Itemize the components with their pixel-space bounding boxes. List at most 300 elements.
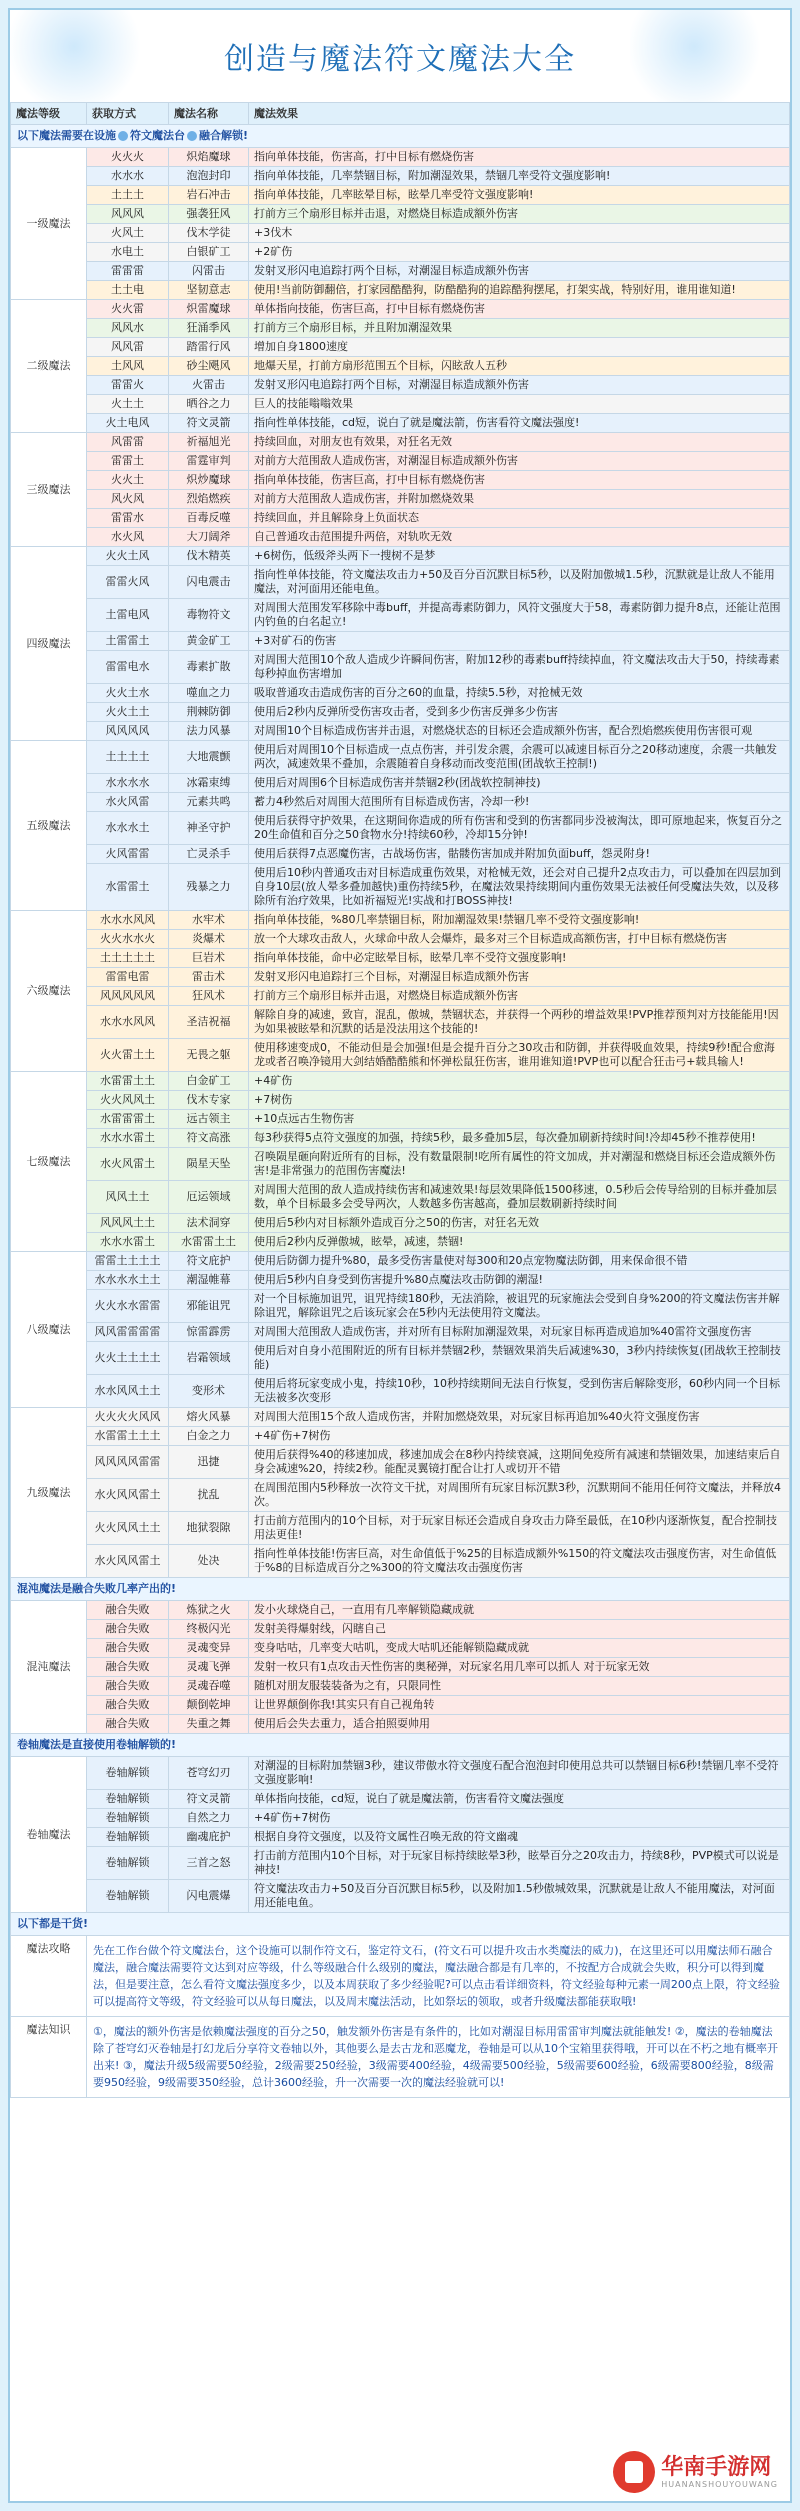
- combo-cell: 火火水水雷雷: [87, 1290, 169, 1323]
- magic-name-cell: 闪电震击: [169, 566, 249, 599]
- magic-effect-cell: 对周围大范围的敌人造成持续伤害和减速效果!每层效果降低1500移速，0.5秒后会传导给别的目标并叠加层数，单个目标最多会受导两次，人数越多伤害越高，叠加层数刷新持续时间: [249, 1181, 790, 1214]
- table-row: [11, 262, 790, 281]
- combo-cell: 火土电风: [87, 414, 169, 433]
- table-row: [11, 774, 790, 793]
- combo-cell: 火火火火风风: [87, 1408, 169, 1427]
- table-row: [11, 845, 790, 864]
- combo-cell: 卷轴解锁: [87, 1828, 169, 1847]
- combo-cell: 雷雷火风: [87, 566, 169, 599]
- magic-effect-cell: 指向性单体技能!伤害巨高，对生命值低于%25的目标造成额外%150的符文魔法攻击强度伤害，对生命值低于%8的目标造成百分之%300的符文魔法攻击强度伤害: [249, 1545, 790, 1578]
- combo-cell: 火火雷土土: [87, 1039, 169, 1072]
- table-row: [11, 632, 790, 651]
- magic-effect-cell: 使用移速变成0，不能动但是会加强!但是会提升百分之30攻击和防御，并获得吸血效果，持续9秒!配合愈海龙或者召唤净镜用大剑结婚酷酷熊和怀弹松鼠狂伤害，谁用谁知道!PVP也可以配合狂击弓+载具输人!: [249, 1039, 790, 1072]
- magic-effect-cell: +6树伤，低级斧头两下一搜树不是梦: [249, 547, 790, 566]
- magic-name-cell: 噬血之力: [169, 684, 249, 703]
- magic-name-cell: 变形术: [169, 1375, 249, 1408]
- magic-name-cell: 灵魂变异: [169, 1639, 249, 1658]
- scroll-group-label: 卷轴魔法: [11, 1757, 87, 1913]
- magic-name-cell: 符文灵箭: [169, 1790, 249, 1809]
- magic-name-cell: 厄运领域: [169, 1181, 249, 1214]
- table-row: [11, 1828, 790, 1847]
- table-row: [11, 1601, 790, 1620]
- magic-effect-cell: 地爆天星，打前方扇形范围五个目标，闪眩敌人五秒: [249, 357, 790, 376]
- magic-effect-cell: 打击前方范围内10个目标，对于玩家目标持续眩晕3秒，眩晕百分之20攻击力，持续8秒，PVP模式可以说是神技!: [249, 1847, 790, 1880]
- magic-effect-cell: 对前方大范围敌人造成伤害，对潮湿目标造成额外伤害: [249, 452, 790, 471]
- magic-name-cell: 白金之力: [169, 1427, 249, 1446]
- combo-cell: 水水风风土土: [87, 1375, 169, 1408]
- combo-cell: 土土土土: [87, 741, 169, 774]
- magic-name-cell: 百毒反噬: [169, 509, 249, 528]
- combo-cell: 卷轴解锁: [87, 1880, 169, 1913]
- magic-effect-cell: 对周围大范围15个敌人造成伤害，并附加燃烧效果，对玩家目标再追加%40火符文强度伤害: [249, 1408, 790, 1427]
- magic-name-cell: 符文高涨: [169, 1129, 249, 1148]
- combo-cell: 融合失败: [87, 1639, 169, 1658]
- table-header-row: [11, 103, 790, 125]
- magic-effect-cell: 使用!当前防御翻倍，打家园酷酷狗，防酷酷狗的追踪酷狗摆尾，打架实战，特别好用，谁用谁知道!: [249, 281, 790, 300]
- chaos-group-label: 混沌魔法: [11, 1601, 87, 1734]
- magic-effect-cell: 对周围大范围10个敌人造成少许瞬间伤害，附加12秒的毒素buff持续掉血，符文魔法攻击大于50，持续毒素每秒掉血伤害增加: [249, 651, 790, 684]
- combo-cell: 雷雷土: [87, 452, 169, 471]
- magic-effect-cell: 使用后防御力提升%80，最多受伤害量使对每300和20点宠物魔法防御，用来保命很不错: [249, 1252, 790, 1271]
- magic-name-cell: 伐木学徒: [169, 224, 249, 243]
- combo-cell: 融合失败: [87, 1658, 169, 1677]
- combo-cell: 雷雷电雷: [87, 968, 169, 987]
- magic-name-cell: 坚韧意志: [169, 281, 249, 300]
- magic-effect-cell: 指向单体技能，伤害高，打中目标有燃烧伤害: [249, 148, 790, 167]
- table-row: [11, 1658, 790, 1677]
- magic-name-cell: 炎爆术: [169, 930, 249, 949]
- magic-effect-cell: 发射叉形闪电追踪打两个目标，对潮湿目标造成额外伤害: [249, 376, 790, 395]
- magic-name-cell: 地狱裂隙: [169, 1512, 249, 1545]
- table-row: [11, 433, 790, 452]
- watermark: [605, 2447, 786, 2497]
- magic-effect-cell: 根据自身符文强度，以及符文属性召唤无敌的符文幽魂: [249, 1828, 790, 1847]
- magic-effect-cell: 巨人的技能嗡嗡效果: [249, 395, 790, 414]
- combo-cell: 水火风风雷土: [87, 1545, 169, 1578]
- combo-cell: 水火风雷土: [87, 1148, 169, 1181]
- combo-cell: 水水水风风: [87, 1006, 169, 1039]
- combo-cell: 土土土: [87, 186, 169, 205]
- tips-label: 魔法知识: [11, 2017, 87, 2098]
- unlock-note-facility: 符文魔法台: [130, 129, 185, 142]
- magic-name-cell: 闪电震爆: [169, 1880, 249, 1913]
- combo-cell: 融合失败: [87, 1620, 169, 1639]
- magic-name-cell: 伐木精英: [169, 547, 249, 566]
- unlock-note-cell: [11, 125, 790, 148]
- magic-name-cell: 炽雷魔球: [169, 300, 249, 319]
- magic-name-cell: 雷霆审判: [169, 452, 249, 471]
- combo-cell: 卷轴解锁: [87, 1809, 169, 1828]
- level-group-9-label: 九级魔法: [11, 1408, 87, 1578]
- magic-effect-cell: 指向单体技能，几率禁锢目标，附加潮湿效果，禁锢几率受符文强度影响!: [249, 167, 790, 186]
- magic-effect-cell: 使用后对周围10个目标造成一点点伤害，并引发余震，余震可以减速目标百分之20移动速度，余震一共触发两次，减速效果不叠加，余震随着自身移动而改变范围(团战软王控制!): [249, 741, 790, 774]
- table-row: [11, 1427, 790, 1446]
- magic-name-cell: 炽焰魔球: [169, 148, 249, 167]
- magic-effect-cell: +4矿伤+7树伤: [249, 1427, 790, 1446]
- table-row: [11, 1715, 790, 1734]
- level-group-8-label: 八级魔法: [11, 1252, 87, 1408]
- rune-table-icon: [118, 131, 128, 141]
- tips-row: [11, 1936, 790, 2017]
- magic-name-cell: 熔火风暴: [169, 1408, 249, 1427]
- magic-effect-cell: 对前方大范围敌人造成伤害，并附加燃烧效果: [249, 490, 790, 509]
- table-row: [11, 1639, 790, 1658]
- magic-effect-cell: 持续回血，并且解除身上负面状态: [249, 509, 790, 528]
- magic-effect-cell: 蓄力4秒然后对周围大范围所有目标造成伤害，冷却一秒!: [249, 793, 790, 812]
- combo-cell: 风风风土土: [87, 1214, 169, 1233]
- combo-cell: 火土土: [87, 395, 169, 414]
- magic-effect-cell: 增加自身1800速度: [249, 338, 790, 357]
- magic-effect-cell: 吸取普通攻击造成伤害的百分之60的血量，持续5.5秒，对抢械无效: [249, 684, 790, 703]
- combo-cell: 水火风: [87, 528, 169, 547]
- chaos-note-text: 混沌魔法是融合失败几率产出的!: [11, 1578, 790, 1601]
- magic-effect-cell: 发射叉形闪电追踪打两个目标，对潮湿目标造成额外伤害: [249, 262, 790, 281]
- magic-name-cell: 踏雷行风: [169, 338, 249, 357]
- table-row: [11, 599, 790, 632]
- table-row: [11, 148, 790, 167]
- combo-cell: 火火土土: [87, 703, 169, 722]
- table-row: [11, 1252, 790, 1271]
- table-row: [11, 300, 790, 319]
- table-row: [11, 864, 790, 911]
- table-row: [11, 1110, 790, 1129]
- table-row: [11, 1408, 790, 1427]
- combo-cell: 水水水土: [87, 812, 169, 845]
- level-group-7-label: 七级魔法: [11, 1072, 87, 1252]
- magic-effect-cell: 对潮湿的目标附加禁锢3秒，建议带傲水符文强度石配合泡泡封印使用总共可以禁锢目标6秒!禁锢几率不受符文强度影响!: [249, 1757, 790, 1790]
- combo-cell: 火火雷: [87, 300, 169, 319]
- chaos-note: [11, 1578, 790, 1601]
- combo-cell: 火风雷雷: [87, 845, 169, 864]
- table-row: [11, 243, 790, 262]
- magic-table: [10, 102, 790, 2098]
- magic-name-cell: 扰乱: [169, 1479, 249, 1512]
- magic-effect-cell: +2矿伤: [249, 243, 790, 262]
- unlock-note: [11, 125, 790, 148]
- magic-name-cell: 祈福旭光: [169, 433, 249, 452]
- magic-effect-cell: 使用后2秒内反弹所受伤害攻击者，受到多少伤害反弹多少伤害: [249, 703, 790, 722]
- combo-cell: 水火风风雷土: [87, 1479, 169, 1512]
- tips-text: 先在工作台做个符文魔法台，这个设施可以制作符文石，鉴定符文石，(符文石可以提升攻击水类魔法的威力)，在这里还可以用魔法师石融合魔法，融合魔法需要符文达到对应等级，什么等级融合什么级别的魔法，魔法融合都是有几率的，不按配方合成就会失败，积分可以得到魔法，但是要注意，怎么看符文魔法强度多少，以及本周获取了多少经验呢?可以点击看详细资料，符文经验每种元素一周200点上限，符文经验可以提高符文等级，符文经验可以从每日魔法，以及周末魔法活动，比如祭坛的领取，或者升级魔法都能获取哦!: [87, 1936, 790, 2017]
- magic-name-cell: 符文庇护: [169, 1252, 249, 1271]
- magic-effect-cell: 发射叉形闪电追踪打三个目标，对潮湿目标造成额外伤害: [249, 968, 790, 987]
- combo-cell: 风风雷雷雷雷: [87, 1323, 169, 1342]
- magic-name-cell: 狂涌季风: [169, 319, 249, 338]
- level-group-5-label: 五级魔法: [11, 741, 87, 911]
- table-row: [11, 566, 790, 599]
- table-row: [11, 684, 790, 703]
- table-row: [11, 741, 790, 774]
- header-effect: 魔法效果: [249, 103, 790, 125]
- magic-name-cell: 颠倒乾坤: [169, 1696, 249, 1715]
- magic-effect-cell: 对一个目标施加诅咒，诅咒持续180秒，无法消除，被诅咒的玩家施法会受到自身%200的符文魔法伤害并解除诅咒，解除诅咒之后该玩家会在5秒内无法使用符文魔法。: [249, 1290, 790, 1323]
- table-row: [11, 1233, 790, 1252]
- combo-cell: 卷轴解锁: [87, 1790, 169, 1809]
- header-method: 获取方式: [87, 103, 169, 125]
- combo-cell: 风风风风雷雷: [87, 1446, 169, 1479]
- table-row: [11, 812, 790, 845]
- table-row: [11, 1479, 790, 1512]
- table-row: [11, 1091, 790, 1110]
- combo-cell: 土土土土土: [87, 949, 169, 968]
- magic-effect-cell: 每3秒获得5点符文强度的加强，持续5秒，最多叠加5层，每次叠加刷新持续时间!冷却45秒不推荐使用!: [249, 1129, 790, 1148]
- unlock-note-end: 融合解锁!: [199, 129, 249, 142]
- magic-name-cell: 苍穹幻刃: [169, 1757, 249, 1790]
- combo-cell: 火火风风土土: [87, 1512, 169, 1545]
- magic-name-cell: 狂风术: [169, 987, 249, 1006]
- level-group-2-label: 二级魔法: [11, 300, 87, 433]
- table-row: [11, 968, 790, 987]
- magic-effect-cell: 使用后获得%40的移速加成，移速加成会在8秒内持续衰减，这期间免疫所有减速和禁锢效果，加速结束后自身会减速%20，持续2秒。能配灵翼镜打配合让打人或切开不错: [249, 1446, 790, 1479]
- magic-name-cell: 雷击术: [169, 968, 249, 987]
- magic-effect-cell: +7树伤: [249, 1091, 790, 1110]
- table-row: [11, 1148, 790, 1181]
- table-row: [11, 528, 790, 547]
- combo-cell: 火火土: [87, 471, 169, 490]
- magic-effect-cell: 使用后5秒内对目标额外造成百分之50的伤害，对狂名无效: [249, 1214, 790, 1233]
- table-body: [11, 125, 790, 2098]
- magic-name-cell: 亡灵杀手: [169, 845, 249, 864]
- combo-cell: 水雷雷雷土: [87, 1110, 169, 1129]
- magic-effect-cell: 指向性单体技能，符文魔法攻击力+50及百分百沉默目标5秒，以及附加傲城1.5秒，沉默就是让敌人不能用魔法，对河面用还能电鱼。: [249, 566, 790, 599]
- magic-name-cell: 泡泡封印: [169, 167, 249, 186]
- table-row: [11, 357, 790, 376]
- combo-cell: 水电土: [87, 243, 169, 262]
- watermark-logo-icon: [613, 2451, 655, 2493]
- combo-cell: 风火风: [87, 490, 169, 509]
- table-row: [11, 224, 790, 243]
- combo-cell: 水雷雷土: [87, 864, 169, 911]
- combo-cell: 雷雷水: [87, 509, 169, 528]
- magic-effect-cell: 召唤陨星砸向附近所有的目标，没有数量限制!吃所有属性的符文加成，并对潮湿和燃烧目标还会造成额外伤害!是非常强力的范围伤害魔法!: [249, 1148, 790, 1181]
- tips-label: 魔法攻略: [11, 1936, 87, 2017]
- combo-cell: 火火风风土: [87, 1091, 169, 1110]
- magic-effect-cell: 指向单体技能，命中必定眩晕目标，眩晕几率不受符文强度影响!: [249, 949, 790, 968]
- combo-cell: 水火风雷: [87, 793, 169, 812]
- combo-cell: 火火水水火: [87, 930, 169, 949]
- combo-cell: 风风风风风: [87, 987, 169, 1006]
- table-row: [11, 1620, 790, 1639]
- magic-effect-cell: 单体指向技能，cd短，说白了就是魔法箭，伤害看符文魔法强度: [249, 1790, 790, 1809]
- combo-cell: 雷雷电水: [87, 651, 169, 684]
- table-row: [11, 793, 790, 812]
- table-row: [11, 1290, 790, 1323]
- table-row: [11, 414, 790, 433]
- magic-name-cell: 伐木专家: [169, 1091, 249, 1110]
- magic-name-cell: 炼狱之火: [169, 1601, 249, 1620]
- table-row: [11, 490, 790, 509]
- magic-name-cell: 残暴之力: [169, 864, 249, 911]
- combo-cell: 雷雷雷: [87, 262, 169, 281]
- table-row: [11, 1214, 790, 1233]
- magic-name-cell: 毒物符文: [169, 599, 249, 632]
- tips-text: ①，魔法的额外伤害是依赖魔法强度的百分之50，触发额外伤害是有条件的，比如对潮湿目标用雷雷审判魔法就能触发! ②，魔法的卷轴魔法除了苍穹幻灭卷轴是打幻龙后分享符文卷轴以外，其他要么是去古龙和恶魔龙，卷轴是可以从10个宝箱里获得哦，开可以在不朽之地有概率开出来! ③，魔法升级5级需要50经验，2级需要250经验，3级需要400经验，4级需要500经验，5级需要600经验，6级需要800经验，8级需要950经验，9级需要350经验，总计3600经验，升一次需要一次的魔法经验就可以!: [87, 2017, 790, 2098]
- magic-effect-cell: 符文魔法攻击力+50及百分百沉默目标5秒，以及附加1.5秒傲城效果，沉默就是让敌人不能用魔法，对河面用还能电鱼。: [249, 1880, 790, 1913]
- magic-name-cell: 毒素扩散: [169, 651, 249, 684]
- table-row: [11, 949, 790, 968]
- level-group-1-label: 一级魔法: [11, 148, 87, 300]
- magic-name-cell: 炽炒魔球: [169, 471, 249, 490]
- magic-effect-cell: 在周围范围内5秒释放一次符文干扰，对周围所有玩家目标沉默3秒，沉默期间不能用任何符文魔法，并释放4次。: [249, 1479, 790, 1512]
- magic-effect-cell: 使用后5秒内自身受到伤害提升%80点魔法攻击防御的潮湿!: [249, 1271, 790, 1290]
- magic-name-cell: 灵魂吞噬: [169, 1677, 249, 1696]
- combo-cell: 融合失败: [87, 1677, 169, 1696]
- magic-effect-cell: 发小火球烧自己，一直用有几率解锁隐藏成就: [249, 1601, 790, 1620]
- magic-effect-cell: 使用后对周围6个目标造成伤害并禁锢2秒(团战软控制神技): [249, 774, 790, 793]
- magic-name-cell: 远古领主: [169, 1110, 249, 1129]
- magic-name-cell: 迅捷: [169, 1446, 249, 1479]
- combo-cell: 水雷雷土土: [87, 1072, 169, 1091]
- magic-effect-cell: 打击前方范围内的10个目标，对于玩家目标还会造成自身攻击力降至最低，在10秒内逐渐恢复，配合控制技用法更佳!: [249, 1512, 790, 1545]
- magic-name-cell: 法力风暴: [169, 722, 249, 741]
- magic-name-cell: 潮湿帷幕: [169, 1271, 249, 1290]
- magic-name-cell: 灵魂飞弹: [169, 1658, 249, 1677]
- header-level: 魔法等级: [11, 103, 87, 125]
- table-row: [11, 509, 790, 528]
- combo-cell: 火火土风: [87, 547, 169, 566]
- tips-note-text: 以下都是干货!: [11, 1913, 790, 1936]
- combo-cell: 卷轴解锁: [87, 1757, 169, 1790]
- magic-name-cell: 岩霜领域: [169, 1342, 249, 1375]
- combo-cell: 水水水: [87, 167, 169, 186]
- tips-note: [11, 1913, 790, 1936]
- magic-name-cell: 邪能诅咒: [169, 1290, 249, 1323]
- combo-cell: 火火火: [87, 148, 169, 167]
- magic-effect-cell: +3伐木: [249, 224, 790, 243]
- scroll-note-text: 卷轴魔法是直接使用卷轴解锁的!: [11, 1734, 790, 1757]
- magic-name-cell: 法术洞穿: [169, 1214, 249, 1233]
- combo-cell: 水水水水土土: [87, 1271, 169, 1290]
- table-row: [11, 395, 790, 414]
- magic-effect-cell: 指向单体技能，%80几率禁锢目标，附加潮湿效果!禁锢几率不受符文强度影响!: [249, 911, 790, 930]
- table-row: [11, 319, 790, 338]
- combo-cell: 风风土土: [87, 1181, 169, 1214]
- magic-effect-cell: 使用后获得7点恶魔伤害，古战场伤害，骷髅伤害加成并附加负面buff，怨灵附身!: [249, 845, 790, 864]
- magic-effect-cell: +10点远古生物伤害: [249, 1110, 790, 1129]
- magic-name-cell: 水雷雷土土: [169, 1233, 249, 1252]
- magic-name-cell: 白金矿工: [169, 1072, 249, 1091]
- table-row: [11, 703, 790, 722]
- combo-cell: 融合失败: [87, 1715, 169, 1734]
- magic-effect-cell: 放一个大球攻击敌人，火球命中敌人会爆炸，最多对三个目标造成高额伤害，打中目标有燃烧伤害: [249, 930, 790, 949]
- magic-effect-cell: 使用后2秒内反弹傲城，眩晕，减速，禁锢!: [249, 1233, 790, 1252]
- combo-cell: 卷轴解锁: [87, 1847, 169, 1880]
- table-row: [11, 930, 790, 949]
- magic-name-cell: 晒谷之力: [169, 395, 249, 414]
- combo-cell: 风雷雷: [87, 433, 169, 452]
- unlock-note-text: 以下魔法需要在设施: [17, 129, 116, 142]
- table-row: [11, 1342, 790, 1375]
- magic-name-cell: 符文灵箭: [169, 414, 249, 433]
- scroll-note: [11, 1734, 790, 1757]
- table-row: [11, 1039, 790, 1072]
- combo-cell: 融合失败: [87, 1696, 169, 1715]
- magic-effect-cell: 自己普通攻击范围提升两倍，对轨吹无效: [249, 528, 790, 547]
- table-row: [11, 651, 790, 684]
- magic-effect-cell: +3对矿石的伤害: [249, 632, 790, 651]
- table-row: [11, 1809, 790, 1828]
- magic-name-cell: 元素共鸣: [169, 793, 249, 812]
- magic-effect-cell: 指向单体技能，伤害巨高，打中目标有燃烧伤害: [249, 471, 790, 490]
- combo-cell: 火火土土土土: [87, 1342, 169, 1375]
- magic-name-cell: 冰霜束缚: [169, 774, 249, 793]
- magic-effect-cell: 单体指向技能，伤害巨高，打中目标有燃烧伤害: [249, 300, 790, 319]
- combo-cell: 风风风: [87, 205, 169, 224]
- table-row: [11, 1880, 790, 1913]
- combo-cell: 土风风: [87, 357, 169, 376]
- magic-name-cell: 闪雷击: [169, 262, 249, 281]
- combo-cell: 风风水: [87, 319, 169, 338]
- table-row: [11, 1129, 790, 1148]
- level-group-4-label: 四级魔法: [11, 547, 87, 741]
- tips-row: [11, 2017, 790, 2098]
- table-row: [11, 1006, 790, 1039]
- magic-effect-cell: 解除自身的减速，致盲，混乱，傲城，禁锢状态，并获得一个两秒的增益效果!PVP推荐预判对方技能能用!因为如果被眩晕和沉默的话是没法用这个技能的!: [249, 1006, 790, 1039]
- magic-name-cell: 火雷击: [169, 376, 249, 395]
- magic-name-cell: 黄金矿工: [169, 632, 249, 651]
- table-row: [11, 987, 790, 1006]
- magic-effect-cell: 对周围大范围敌人造成伤害，并对所有目标附加潮湿效果，对玩家目标再造成追加%40雷符文强度伤害: [249, 1323, 790, 1342]
- table-row: [11, 1512, 790, 1545]
- table-row: [11, 1696, 790, 1715]
- magic-effect-cell: 使用后对自身小范围附近的所有目标并禁锢2秒，禁锢效果消失后减速%30，3秒内持续恢复(团战软王控制技能): [249, 1342, 790, 1375]
- table-row: [11, 1271, 790, 1290]
- magic-name-cell: 大地震颤: [169, 741, 249, 774]
- combo-cell: 水水水雷土: [87, 1233, 169, 1252]
- table-row: [11, 1072, 790, 1091]
- table-row: [11, 376, 790, 395]
- header-name: 魔法名称: [169, 103, 249, 125]
- magic-name-cell: 大刀阔斧: [169, 528, 249, 547]
- level-group-3-label: 三级魔法: [11, 433, 87, 547]
- table-row: [11, 186, 790, 205]
- table-row: [11, 547, 790, 566]
- table-row: [11, 1545, 790, 1578]
- magic-name-cell: 幽魂庇护: [169, 1828, 249, 1847]
- combo-cell: 水水水水: [87, 774, 169, 793]
- magic-effect-cell: 指向性单体技能，cd短，说白了就是魔法箭，伤害看符文魔法强度!: [249, 414, 790, 433]
- watermark-text: 华南手游网: [661, 2454, 772, 2480]
- combo-cell: 水水水雷土: [87, 1129, 169, 1148]
- magic-name-cell: 无畏之躯: [169, 1039, 249, 1072]
- magic-effect-cell: 随机对朋友服装装备为之有，只限同性: [249, 1677, 790, 1696]
- magic-effect-cell: 使用后会失去重力，适合拍照耍帅用: [249, 1715, 790, 1734]
- magic-effect-cell: 发射美得爆射线，闪瞎自己: [249, 1620, 790, 1639]
- watermark-subtext: HUANANSHOUYOUWANG: [661, 2479, 778, 2489]
- table-row: [11, 1677, 790, 1696]
- table-row: [11, 471, 790, 490]
- table-row: [11, 167, 790, 186]
- magic-name-cell: 巨岩术: [169, 949, 249, 968]
- magic-name-cell: 三首之怒: [169, 1847, 249, 1880]
- rune-icon: [187, 131, 197, 141]
- magic-name-cell: 烈焰燃疾: [169, 490, 249, 509]
- magic-effect-cell: 发射一枚只有1点攻击天性伤害的奥秘弹，对玩家名用几率可以抓人 对于玩家无效: [249, 1658, 790, 1677]
- magic-name-cell: 水牢术: [169, 911, 249, 930]
- table-row: [11, 205, 790, 224]
- magic-effect-cell: 使用后将玩家变成小鬼，持续10秒，10秒持续期间无法自行恢复，受到伤害后解除变形，60秒内同一个目标无法被多次变形: [249, 1375, 790, 1408]
- magic-name-cell: 终极闪光: [169, 1620, 249, 1639]
- magic-name-cell: 圣洁祝福: [169, 1006, 249, 1039]
- magic-effect-cell: 使用后获得守护效果，在这期间你造成的所有伤害和受到的伤害都同步没被淘汰，即可原地起来，恢复百分之20生命值和百分之50食物水分!持续60秒，冷却15分钟!: [249, 812, 790, 845]
- table-row: [11, 1323, 790, 1342]
- combo-cell: 雷雷土土土土: [87, 1252, 169, 1271]
- magic-effect-cell: 持续回血，对朋友也有效果，对狂名无效: [249, 433, 790, 452]
- combo-cell: 土雷电风: [87, 599, 169, 632]
- combo-cell: 融合失败: [87, 1601, 169, 1620]
- combo-cell: 风风风风: [87, 722, 169, 741]
- magic-effect-cell: +4矿伤: [249, 1072, 790, 1091]
